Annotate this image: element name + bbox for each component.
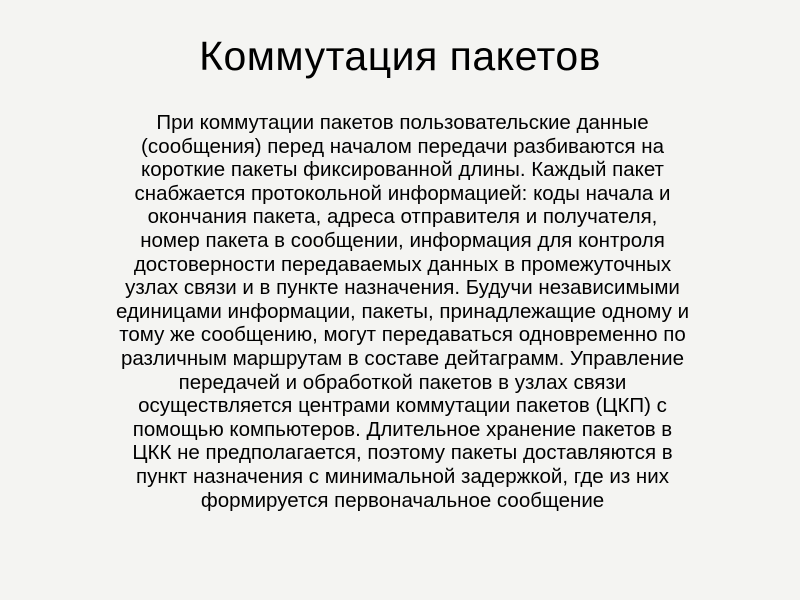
body-line-5: окончания пакета, адреса отправителя и получателя, bbox=[147, 205, 658, 229]
slide-body-text bbox=[70, 111, 735, 512]
body-line-2: (сообщения) перед началом передачи разбиваются на bbox=[141, 134, 664, 158]
body-line-6: номер пакета в сообщении, информация для контроля bbox=[140, 228, 665, 252]
body-line-10: тому же сообщению, могут передаваться одновременно по bbox=[119, 323, 686, 347]
body-line-4: снабжается протокольной информацией: коды начала и bbox=[134, 181, 671, 205]
body-line-11: различным маршрутам в составе дейтаграмм. Управление bbox=[120, 346, 685, 370]
body-line-15: ЦКК не предполагается, поэтому пакеты доставляются в bbox=[132, 441, 673, 465]
body-line-7: достоверности передаваемых данных в промежуточных bbox=[133, 252, 672, 276]
slide-title: Коммутация пакетов bbox=[199, 33, 601, 79]
body-line-9: единицами информации, пакеты, принадлежащие одному и bbox=[115, 299, 690, 323]
body-line-14: помощью компьютеров. Длительное хранение пакетов в bbox=[132, 417, 673, 441]
body-line-3: короткие пакеты фиксированной длины. Каждый пакет bbox=[141, 158, 664, 182]
body-line-8: узлах связи и в пункте назначения. Будучи независимыми bbox=[125, 276, 680, 300]
body-line-13: осуществляется центрами коммутации пакетов (ЦКП) с bbox=[138, 394, 667, 418]
body-line-17: формируется первоначальное сообщение bbox=[200, 488, 605, 512]
body-line-12: передачей и обработкой пакетов в узлах связи bbox=[178, 370, 627, 394]
body-line-16: пункт назначения с минимальной задержкой, где из них bbox=[136, 464, 669, 488]
body-line-1: При коммутации пакетов пользовательские данные bbox=[156, 111, 649, 134]
